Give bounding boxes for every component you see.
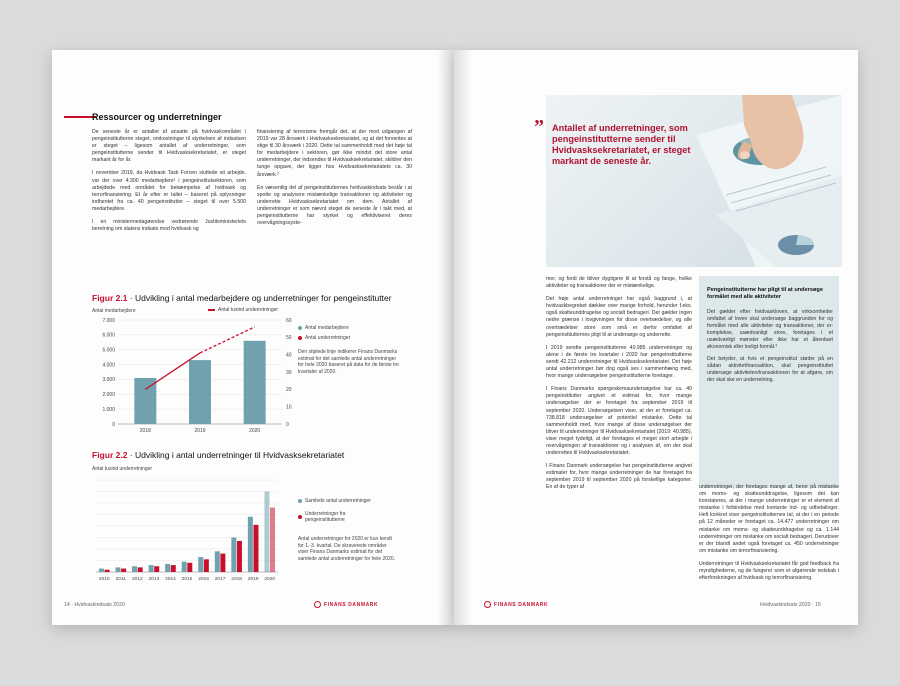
bar-pengeinstitutter — [138, 567, 143, 572]
bar-swatch-icon — [298, 515, 302, 519]
x-tick-label: 2019 — [194, 428, 206, 434]
y-tick-label-right: 20 — [286, 387, 292, 394]
figure-2-2-title — [92, 450, 344, 460]
x-tick-label: 2010 — [98, 577, 110, 582]
left-page — [52, 50, 454, 625]
paragraph: En væsentlig del af pengeinstitutternes hvidvaskindsats består i at spotte og analysere mistænkelige transaktioner og aktiviteter og underrette Hvidvasksekretariatet om dem. Antallet af underretninger er som nævnt steget de seneste år i takt med, at pengeinstitutterne har styrket og effektiviseret deres overvågningssyste- — [257, 184, 412, 227]
section-title: Ressourcer og underretninger — [92, 112, 222, 122]
bar-samlede — [116, 567, 121, 572]
pull-quote: Antallet af underretninger, som pengeinstitutterne sender til Hvidvasksekretariatet, er steget markant de seneste år. — [552, 123, 691, 166]
x-tick-label: 2020 — [264, 577, 276, 582]
right-text-column-2 — [699, 484, 839, 588]
bar-pengeinstitutter — [171, 565, 176, 572]
fig1-legend-line: Antal underretninger — [298, 335, 350, 341]
paragraph: Det høje antal underretninger har også baggrund i, at hvidvaskbegrebet dækker over mange forhold, herunder f.eks. også skatteunddragelse og socialt bedrageri. Det gælder ingen nedre grænse i lovgivningen for disse overtrædelser, og alle overtrædelser store som små er derfor omfattet af pengeinstitutternes pligt til at undersøge og underrette. — [546, 296, 692, 338]
figure-number: Figur 2.2 — [92, 450, 128, 460]
paragraph: De seneste år er antallet af ansatte på hvidvaskområdet i pengeinstitutterne steget, omkostninger til styrkelsen af indsatsen er steget – ligesom antallet af underretninger, som pengeinstitutterne sender til Hvidvasksekretariatet, er steget markant år for år. — [92, 129, 246, 164]
bar-pengeinstitutter — [253, 525, 258, 572]
left-text-column-2 — [257, 129, 412, 233]
brochure-spread — [52, 50, 858, 625]
y-tick-label-left: 4.000 — [102, 362, 115, 369]
y-tick-label-left: 1.000 — [102, 406, 115, 413]
y-tick-label-left: 7.000 — [102, 317, 115, 324]
x-tick-label: 2018 — [139, 428, 151, 434]
x-tick-label: 2019 — [247, 577, 259, 582]
bar-medarbejdere — [244, 341, 266, 424]
info-box-body — [707, 309, 833, 389]
bar-pengeinstitutter — [237, 541, 242, 572]
right-footer: Hvidvaskindsats 2020 · 15 — [760, 602, 821, 608]
paragraph: Det gælder efter hvidvaskloven, at virksomheder omfattet af loven skal undersøge baggrunden for og formålet med alle aktiviteter og transaktioner, der er: komplekse, usædvanligt store, foretages i et usædvanligt mønster eller ikke har et åbenbart økonomisk eller lovligt formål.³ — [707, 309, 833, 350]
bar-samlede — [215, 551, 220, 572]
y-tick-label-right: 60 — [286, 317, 292, 324]
x-tick-label: 2017 — [214, 577, 226, 582]
dashed-line-icon — [208, 309, 215, 311]
bar-samlede — [248, 517, 253, 572]
left-footer: 14 · Hvidvaskindsats 2020 — [64, 602, 125, 608]
bar-samlede — [132, 566, 137, 572]
bar-samlede — [149, 565, 154, 572]
paragraph: Underretninger til Hvidvasksekretariatet får god feedback fra myndighederne, og de fungerer som et afgørende redskab i efterforskningen af hvidvask og terrorfinansiering. — [699, 560, 839, 582]
x-tick-label: 2014 — [165, 577, 176, 582]
finans-danmark-logo: FINANS DANMARK — [314, 601, 378, 608]
paragraph: I Finans Danmarks spørgeskemaundersøgelse har ca. 40 pengeinstitutter angivet et estimat for, hvor mange undersøgelser der er foretaget fra september 2019 til september 2020. Undersøgelsen viser, at der er foretaget ca. 738.818 undersøgelser af potentiel mistanke. Dette tal sammenholdt med, hvor mange af disse undersøgelser der bliver til underretninger til Hvidvasksekretariatet (2019: 40.985), viser meget tydeligt, at der foretages et meget stort arbejde i overvågningen af transaktioner og i analysen af, om der skal underrettes til Hvidvasksekretariatet. — [546, 386, 692, 457]
finans-danmark-logo: FINANS DANMARK — [484, 601, 548, 608]
figure-number: Figur 2.1 — [92, 293, 128, 303]
y-tick-label-left: 2.000 — [102, 392, 115, 399]
bar-pengeinstitutter — [187, 563, 192, 572]
y-tick-label-right: 30 — [286, 369, 292, 376]
figure-2-1-title — [92, 293, 392, 303]
bar-samlede — [198, 557, 203, 572]
paragraph: Det betyder, at hvis et pengeinstitut støder på en sådan aktivitet/transaktion, skal pengeinstituttet undersøge aktiviteten/transaktionen for at afgøre, om der skal ske en underretning. — [707, 356, 833, 383]
y-tick-label-right: 0 — [286, 421, 289, 428]
x-tick-label: 2020 — [249, 428, 261, 434]
y-tick-label-left: 0 — [112, 421, 115, 428]
x-tick-label: 2015 — [181, 577, 193, 582]
y-tick-label-right: 40 — [286, 352, 292, 359]
x-tick-label: 2018 — [231, 577, 242, 582]
right-text-column-1 — [546, 276, 692, 498]
bar-swatch-icon — [298, 499, 302, 503]
bar-pengeinstitutter — [121, 569, 126, 572]
bar-pengeinstitutter — [220, 554, 225, 572]
figure-caption: · Udvikling i antal medarbejdere og underretninger for pengeinstitutter — [127, 293, 392, 303]
paragraph: I 2019 sendte pengeinstitutterne 40.985 underretninger og alene i de første tre kvartaler i 2020 har pengeinstitutterne sendt 42.212 underretninger til Hvidvasksekretariatet. Det høje antal underretninger bør dog også ses i sammenhæng med, hvor mange undersøgelser pengeinstitutterne foretager. — [546, 344, 692, 380]
fig1-legend-bar: Antal medarbejdere — [298, 325, 349, 331]
bar-samlede — [231, 538, 236, 573]
bar-samlede — [182, 562, 187, 572]
y-tick-label-right: 10 — [286, 404, 292, 411]
paragraph: I november 2019, da Hvidvask Task Forcen sluttede sit arbejde, var der over 4.300 medarbejdere¹ i pengeinstitutsektoren, som arbejdede med området for bekæmpelse af hvidvask og terrorfinansiering. Et år efter er tallet – baseret på oplysninger indhentet fra ca. 40 pengeinstitutter – steget til over 5.500 medarbejdere. — [92, 170, 246, 212]
fig2-legend-total: Samlede antal underretninger — [298, 498, 371, 504]
quote-mark-icon: ” — [534, 116, 544, 138]
y-tick-label-left: 5.000 — [102, 347, 115, 354]
bar-pengeinstitutter — [270, 508, 275, 572]
paragraph: I en ministermedagøerelse vedrørende Justitsministeriets beretning om statens indsats mod hvidvask og — [92, 219, 246, 233]
bar-samlede — [264, 492, 269, 573]
fig2-note: Antal underretninger for 2020 er kun kendt for 1.-3. kvartal. De skraverede områder viser Finans Danmarks estimat for det samlede antal underretninger for hele 2020. — [298, 536, 396, 562]
bar-swatch-icon — [298, 326, 302, 330]
page-gutter-shadow — [454, 50, 472, 625]
x-tick-label: 2011 — [115, 577, 126, 582]
info-box-title: Pengeinstitutterne har pligt til at undersøge formålet med alle aktiviteter — [707, 287, 823, 300]
bar-medarbejdere — [189, 360, 211, 424]
page-gutter-shadow — [436, 50, 454, 625]
fig1-left-axis-label: Antal medarbejdere — [92, 308, 136, 314]
line-swatch-icon — [298, 336, 302, 340]
hand-and-pie-chart-photo — [546, 95, 842, 267]
bar-pengeinstitutter — [105, 570, 110, 572]
logo-mark-icon — [314, 601, 321, 608]
x-tick-label: 2016 — [198, 577, 209, 582]
x-tick-label: 2013 — [148, 577, 160, 582]
paragraph: underretninger, der foretages mange af, beror på mistanke om moms- og skatteunddragelse, ligesom det kan konstateres, at der i mange underretninger er et element af mistanke i forbindelse med kontante ind- og udbetalinger. Helt konkret viser pengeinstitutternes tal, at der i en periode på 12 måneder er foretaget ca. 14.477 underretninger om mistanke om moms- og skatteunddragelse og ca. 1.144 underretninger om mistanke om socialt bedrageri. Derudover er der blandt andet også foretaget ca. 450 underretninger om mistanke om terrorfinansiering. — [699, 484, 839, 554]
fig2-legend-inst: Underretninger fra pengeinstitutterne — [298, 511, 368, 523]
fig1-note: Den stiplede linje indikerer Finans Danmarks estimat for det samlede antal underretninger for hele 2020 baseret på data for de første tre kvartaler af 2020. — [298, 349, 399, 375]
bar-samlede — [99, 569, 104, 572]
bar-pengeinstitutter — [204, 559, 209, 572]
figure-2-2-chart — [92, 476, 282, 586]
fig1-top-legend: Antal tusind underretninger — [208, 307, 278, 313]
paragraph: finansiering af terrorisme fremgår det, at der mod udgangen af 2019 var 28 årsværk i Hvidvasksekretariatet, og at det forventes at stige til 30 årsværk i 2020. Dette tal sammenholdt med det høje tal for medarbejdere i sektoren, gør ikke mindst det store antal underretninger, der indsendes til Hvidvasksekretariatet, skildrer den tunge opgave, der ligger hos Hvidvasksekretariatets ca. 30 årsværk.² — [257, 129, 412, 178]
y-tick-label-left: 3.000 — [102, 377, 115, 384]
left-text-column-1 — [92, 129, 246, 239]
fig2-axis-label: Antal tusind underretninger — [92, 466, 153, 472]
bar-pengeinstitutter — [154, 566, 159, 572]
paragraph: mer, og fordi de bliver dygtigere til at forstå og fange, hvilke aktiviteter og transaktioner der er mistænkelige. — [546, 276, 692, 290]
hero-photo — [546, 95, 842, 267]
y-tick-label-right: 50 — [286, 335, 292, 342]
paragraph: I Finans Danmark undersøgelse har pengeinstitutterne angivet estimater for, hvor mange underretninger de har foretaget fra september 2019 til september 2020 på forskellige kategorier. En af de typer af — [546, 463, 692, 491]
right-page — [454, 50, 858, 625]
y-tick-label-left: 6.000 — [102, 332, 115, 339]
bar-samlede — [165, 564, 170, 572]
figure-2-1-chart — [92, 314, 302, 434]
logo-mark-icon — [484, 601, 491, 608]
figure-caption: · Udvikling i antal underretninger til Hvidvasksekretariatet — [127, 450, 345, 460]
x-tick-label: 2012 — [132, 577, 143, 582]
